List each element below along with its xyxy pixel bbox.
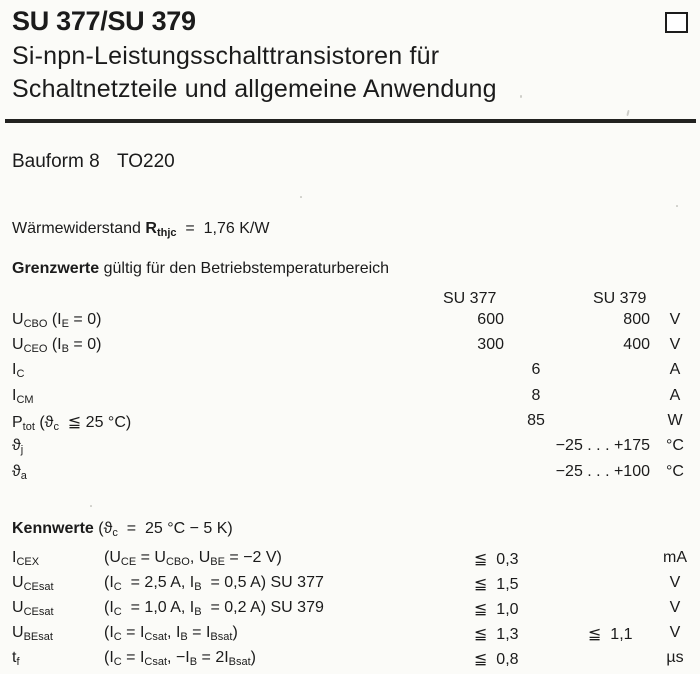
thermal-label: Wärmewiderstand bbox=[12, 220, 146, 237]
kennwerte-heading bbox=[12, 520, 233, 538]
param-symbol: $U_{CEO}$ $(I_B = 0)$ bbox=[12, 336, 102, 355]
test-condition: ($I_C = 1,0$ A, $I_B = 0,2$ A) SU 379 bbox=[104, 599, 324, 618]
unit-label: V bbox=[669, 311, 681, 328]
value-su377: 300 bbox=[477, 336, 504, 353]
value-su379: 400 bbox=[623, 336, 650, 353]
unit-label: A bbox=[669, 387, 681, 404]
column-header-su379: SU 379 bbox=[593, 290, 647, 307]
limit-su377: ≦ 1,3 bbox=[474, 626, 519, 643]
unit-label: °C bbox=[666, 437, 684, 454]
page-subtitle bbox=[12, 40, 497, 106]
grenzwerte-heading-bold: Grenzwerte bbox=[12, 260, 100, 277]
table-row-tf bbox=[0, 649, 700, 671]
param-symbol: $ϑ_a$ bbox=[12, 463, 27, 482]
grenzwerte-heading-rest: gültig für den Betriebstemperaturbereich bbox=[99, 260, 390, 277]
value-su377: 600 bbox=[477, 311, 504, 328]
param-symbol: $I_{CEX}$ bbox=[12, 549, 40, 568]
thermal-resistance-line bbox=[12, 220, 269, 238]
test-condition: ($U_{CE} = U_{CBO}$, $U_{BE} = -2$ V) bbox=[104, 549, 282, 568]
value-su379: 800 bbox=[623, 311, 650, 328]
corner-checkbox bbox=[665, 12, 688, 33]
table-row-icm bbox=[0, 387, 700, 409]
table-row-ucbo bbox=[0, 311, 700, 333]
value-range: −25 . . . +100 bbox=[555, 463, 650, 480]
param-symbol: $t_f$ bbox=[12, 649, 20, 668]
unit-label: V bbox=[669, 599, 681, 616]
grenzwerte-heading bbox=[12, 260, 389, 278]
page-title: SU 377/SU 379 bbox=[12, 6, 196, 36]
limit-su379: ≦ 1,1 bbox=[588, 626, 633, 643]
unit-label: A bbox=[669, 361, 681, 378]
column-header-su377: SU 377 bbox=[443, 290, 497, 307]
unit-label: V bbox=[669, 336, 681, 353]
thermal-value: = 1,76 K/W bbox=[176, 220, 270, 237]
scan-noise bbox=[520, 95, 522, 98]
limit-su377: ≦ 1,0 bbox=[474, 601, 519, 618]
package-type: TO220 bbox=[117, 151, 175, 172]
unit-label: µs bbox=[666, 649, 684, 666]
param-symbol: $U_{CEsat}$ bbox=[12, 574, 54, 593]
param-symbol: $I_{CM}$ bbox=[12, 387, 34, 406]
table-row-ic bbox=[0, 361, 700, 383]
table-row-ptot bbox=[0, 412, 700, 434]
kennwerte-heading-rest: ($ϑ_c = 25$ °C − 5 K) bbox=[93, 520, 233, 539]
table-row-ucesat-su379 bbox=[0, 599, 700, 621]
test-condition: ($I_C = I_{Csat}$, $I_B = I_{Bsat}$) bbox=[104, 624, 238, 643]
value-range: −25 . . . +175 bbox=[555, 437, 650, 454]
value-common: 6 bbox=[531, 361, 541, 378]
unit-label: V bbox=[669, 624, 681, 641]
param-symbol: $U_{CBO}$ $(I_E = 0)$ bbox=[12, 311, 102, 330]
unit-label: °C bbox=[666, 463, 684, 480]
scan-noise bbox=[300, 196, 302, 198]
scan-noise bbox=[90, 505, 92, 507]
param-symbol: $U_{BEsat}$ bbox=[12, 624, 53, 643]
table-row-theta-j bbox=[0, 437, 700, 459]
table-row-ubesat bbox=[0, 624, 700, 646]
unit-label: mA bbox=[663, 549, 687, 566]
unit-label: V bbox=[669, 574, 681, 591]
param-symbol: $ϑ_j$ bbox=[12, 437, 24, 456]
scan-noise bbox=[626, 110, 629, 116]
value-common: 8 bbox=[531, 387, 541, 404]
kennwerte-heading-bold: Kennwerte bbox=[12, 520, 94, 537]
subtitle-line-1: Si-npn-Leistungsschalttransistoren für bbox=[12, 42, 440, 70]
scan-noise bbox=[676, 205, 678, 207]
param-symbol: $U_{CEsat}$ bbox=[12, 599, 54, 618]
header-divider bbox=[5, 119, 696, 123]
param-symbol: $P_{tot}$ ($ϑ_c$ ≦ 25 °C) bbox=[12, 414, 132, 433]
bauform-label: Bauform 8 bbox=[12, 151, 100, 172]
table-row-theta-a bbox=[0, 463, 700, 485]
table-row-icex bbox=[0, 549, 700, 571]
value-common: 85 bbox=[527, 412, 545, 429]
unit-label: W bbox=[667, 412, 683, 429]
table-row-uceo bbox=[0, 336, 700, 358]
param-symbol: $I_C$ bbox=[12, 361, 25, 380]
thermal-symbol: $R_{thjc}$ bbox=[145, 220, 177, 239]
limit-su377: ≦ 0,8 bbox=[474, 651, 519, 668]
test-condition: ($I_C = 2,5$ A, $I_B = 0,5$ A) SU 377 bbox=[104, 574, 324, 593]
subtitle-line-2: Schaltnetzteile und allgemeine Anwendung bbox=[12, 75, 497, 103]
test-condition: ($I_C = I_{Csat}$, $-I_B = 2I_{Bsat}$) bbox=[104, 649, 256, 668]
limit-su377: ≦ 1,5 bbox=[474, 576, 519, 593]
table-row-ucesat-su377 bbox=[0, 574, 700, 596]
limit-su377: ≦ 0,3 bbox=[474, 551, 519, 568]
